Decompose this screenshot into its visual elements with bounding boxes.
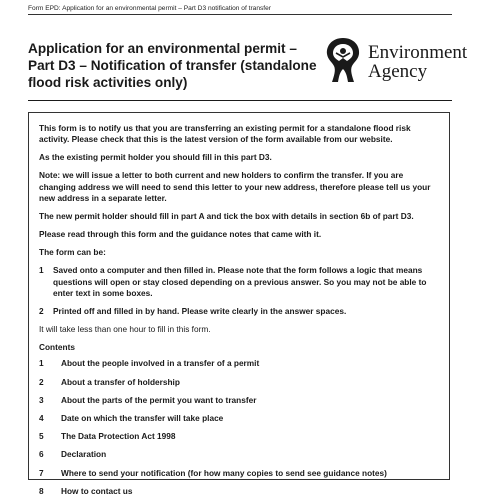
intro-paragraph-5: Please read through this form and the guidance notes that came with it.	[39, 229, 322, 240]
option-item	[39, 306, 439, 317]
intro-paragraph-1: This form is to notify us that you are transferring an existing permit for a standalone flood risk activity. Please check that this is the latest version of the form available from our website.	[39, 123, 411, 145]
logo-text	[368, 43, 467, 81]
logo-line-1: Environment	[368, 42, 468, 63]
contents-number: 5	[39, 431, 44, 442]
contents-text: Where to send your notification (for how many copies to send see guidance notes)	[61, 467, 387, 478]
contents-heading: Contents	[39, 342, 75, 353]
contents-text: Declaration	[61, 449, 107, 460]
contents-item	[39, 377, 439, 395]
environment-agency-logo	[322, 36, 468, 88]
option-item	[39, 265, 439, 299]
contents-number: 3	[39, 394, 44, 405]
contents-item	[39, 413, 439, 431]
contents-text: About a transfer of holdership	[61, 376, 180, 387]
title-divider	[28, 100, 452, 101]
contents-item	[39, 395, 439, 413]
contents-text: About the parts of the permit you want to transfer	[61, 394, 257, 405]
option-text: Saved onto a computer and then filled in. Please note that the form follows a logic that means questions will open or stay closed depending on a previous answer. So you may not be able to enter text in some boxes.	[53, 265, 427, 299]
contents-item	[39, 486, 439, 504]
contents-number: 1	[39, 358, 44, 369]
contents-text: How to contact us	[61, 485, 133, 496]
logo-line-2: Agency	[368, 61, 428, 82]
contents-number: 4	[39, 413, 44, 423]
page-title: Application for an environmental permit – Part D3 – Notification of transfer (standalone flood risk activities only)	[28, 41, 317, 90]
contents-item	[39, 431, 439, 449]
intro-box	[28, 112, 450, 496]
contents-text: The Data Protection Act 1998	[61, 431, 176, 442]
intro-paragraph-2: As the existing permit holder you should fill in this part D3.	[39, 152, 272, 163]
form-header: Form EPD: Application for an environmental permit – Part D3 notification of transfer	[28, 4, 452, 15]
intro-paragraph-3: Note: we will issue a letter to both current and new holders to confirm the transfer. If you are changing address we will need to send this letter to your new address, therefore please tell us your new address in a separate letter.	[39, 170, 431, 204]
contents-text: Date on which the transfer will take place	[61, 413, 224, 423]
contents-text: About the people involved in a transfer of a permit	[61, 358, 260, 369]
contents-number: 2	[39, 376, 44, 387]
contents-number: 6	[39, 449, 44, 460]
contents-number: 8	[39, 485, 44, 496]
environment-agency-logo-icon	[322, 36, 364, 84]
intro-paragraph-4: The new permit holder should fill in part A and tick the box with details in section 6b of part D3.	[39, 211, 414, 222]
contents-number: 7	[39, 467, 44, 478]
contents-item	[39, 449, 439, 467]
time-note: It will take less than one hour to fill in this form.	[39, 324, 211, 335]
option-number: 1	[39, 265, 44, 276]
contents-item	[39, 358, 439, 376]
option-text: Printed off and filled in by hand. Please write clearly in the answer spaces.	[53, 306, 347, 317]
option-number: 2	[39, 306, 44, 317]
contents-item	[39, 468, 439, 486]
intro-paragraph-6: The form can be:	[39, 247, 106, 258]
